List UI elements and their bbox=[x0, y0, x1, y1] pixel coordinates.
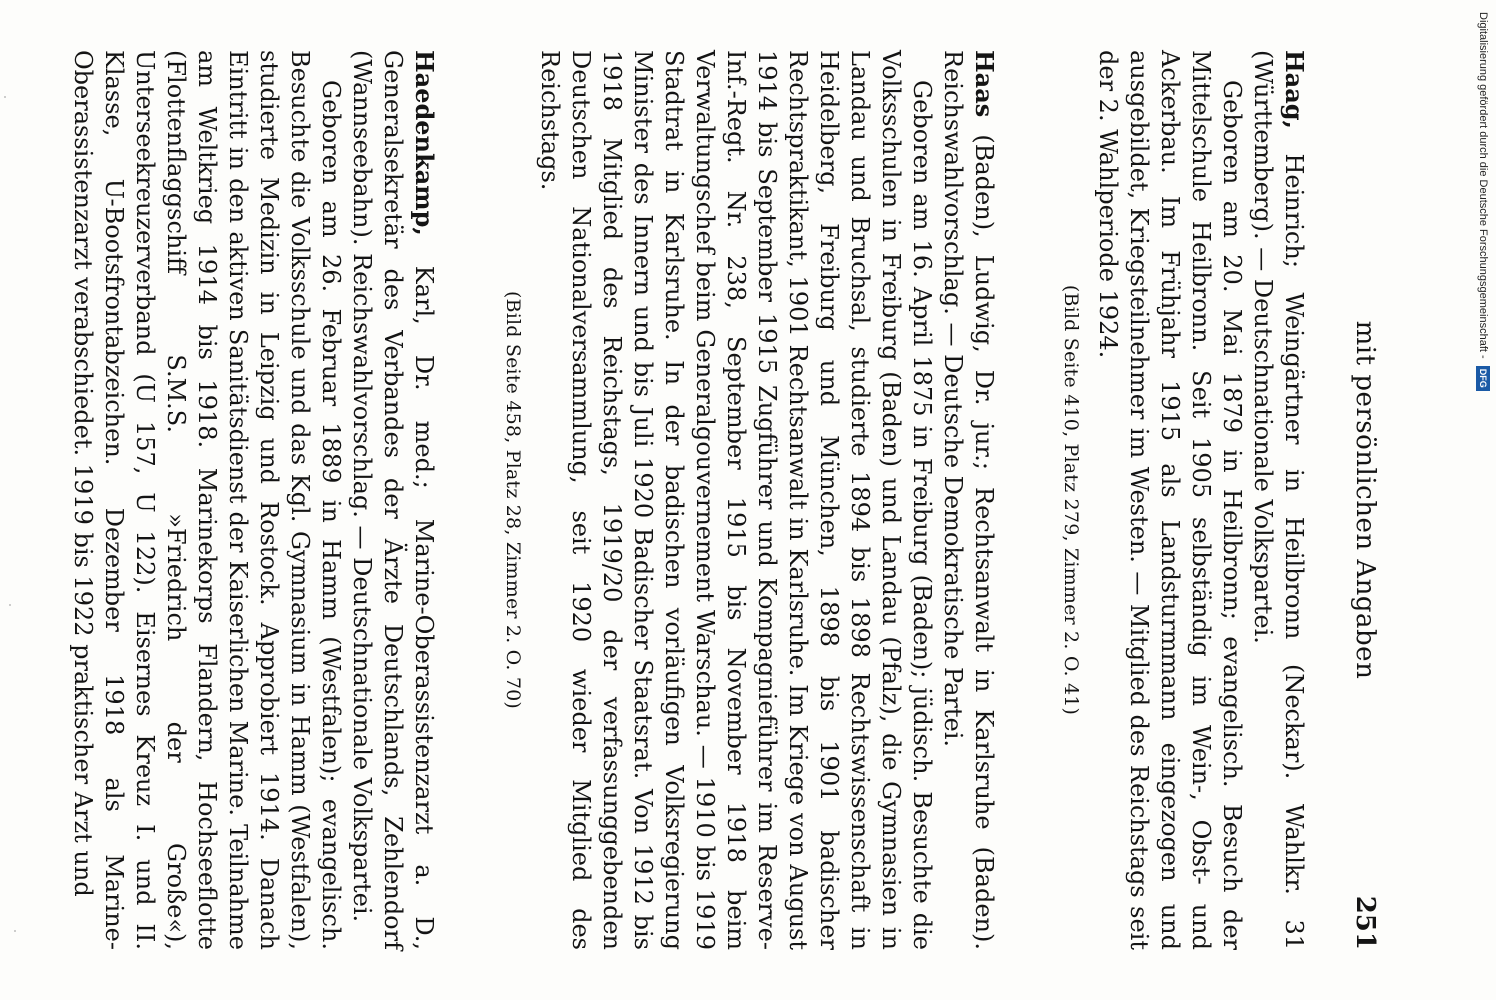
entry-heading bbox=[1247, 50, 1310, 950]
entry-name: Haag, bbox=[1280, 50, 1309, 129]
running-head bbox=[1348, 50, 1380, 950]
biography-entry bbox=[502, 50, 1000, 950]
credit-text-wrapper bbox=[1474, 12, 1492, 992]
entry-head-text: Karl, Dr. med.; Marine-Oberassistenzarzt a. D., Generalsekretär des Verbandes der Ärzte Deutschlands, Zehlendorf (Wannseebahn). Reichswahlvorschlag. — Deutschnationale Volkspartei. bbox=[348, 50, 438, 950]
running-title: mit persönlichen Angaben bbox=[1350, 320, 1380, 680]
entry-name: Haas bbox=[970, 50, 999, 118]
entry-name: Haedenkamp, bbox=[410, 50, 439, 236]
entry-heading bbox=[937, 50, 1000, 950]
entry-head-text: (Baden), Ludwig, Dr. jur.; Rechtsanwalt in Karlsruhe (Baden). Reichswahlvorschlag. — Deutsche Demokratische Partei. bbox=[939, 50, 998, 950]
digitization-credit bbox=[1476, 12, 1494, 992]
entry-head-text: Heinrich; Weingärtner in Heilbronn (Neckar). Wahlkr. 31 (Württemberg). — Deutschnationale Volkspartei. bbox=[1249, 50, 1308, 950]
credit-text: Digitalisierung gefördert durch die Deutsche Forschungsgemeinschaft - bbox=[1477, 12, 1489, 359]
entry-body: Geboren am 16. April 1875 in Freiburg (Baden); jüdisch. Besuchte die Volksschulen in Freiburg (Baden) und Landau (Pfalz), die Gymnasien in Landau und Bruchsal, studierte 1894 bis 1898 Rechtswissenschaft in Heidelberg, Freiburg und München, 1898 bis 1901 badischer Rechtspraktikant, 1901 Rechtsanwalt in Karlsruhe. Im Kriege von August 1914 bis September 1915 Zugführer und Kompagnieführer im Reserve-Inf.-Regt. Nr. 238, September 1915 bis November 1918 beim Verwaltungschef beim Generalgouvernement Warschau. — 1910 bis 1919 Stadtrat in Karlsruhe. In der badischen vorläufigen Volksregierung Minister des Innern und bis Juli 1920 Badischer Staatsrat. Von 1912 bis 1918 Mitglied des Reichstags, 1919/20 der verfassunggebenden Deutschen Nationalversammlung, seit 1920 wieder Mitglied des Reichstags. bbox=[536, 50, 936, 950]
dfg-logo: DFG bbox=[1476, 366, 1490, 391]
entry-heading bbox=[346, 50, 440, 950]
biography-entry bbox=[1060, 50, 1310, 950]
page-number: 251 bbox=[1350, 895, 1380, 950]
entry-caption: (Bild Seite 458, Platz 28, Zimmer 2. O. 70) bbox=[502, 290, 524, 710]
entry-body: Geboren am 26. Februar 1889 in Hamm (Westfalen); evangelisch. Besuchte die Volksschule und das Kgl. Gymnasium in Hamm (Westfalen), studierte Medizin in Leipzig und Rostock. Approbiert 1914. Danach Eintritt in den aktiven Sanitätsdienst der Kaiserlichen Marine. Teilnahme am Weltkrieg 1914 bis 1918. Marinekorps Flandern, Hochseeflotte (Flottenflaggschiff S.M.S. »Friedrich der Große«), Unterseekreuzerverband (U 157, U 122). Eisernes Kreuz I. und II. Klasse, U-Bootsfrontabzeichen. Dezember 1918 als Marine-Oberassistenzarzt verabschiedet. 1919 bis 1922 praktischer Arzt und bbox=[69, 50, 345, 950]
entry-caption: (Bild Seite 410, Platz 279, Zimmer 2. O. 41) bbox=[1060, 284, 1082, 716]
entry-body: Geboren am 20. Mai 1879 in Heilbronn; evangelisch. Besuch der Mittelschule Heilbronn. Seit 1905 selbständig im Wein-, Obst- und Ackerbau. Im Frühjahr 1915 als Landsturmmann eingezogen und ausgebildet, Kriegsteilnehmer im Westen. — Mitglied des Reichstags seit der 2. Wahlperiode 1924. bbox=[1094, 50, 1246, 950]
biography-entry bbox=[67, 50, 440, 950]
